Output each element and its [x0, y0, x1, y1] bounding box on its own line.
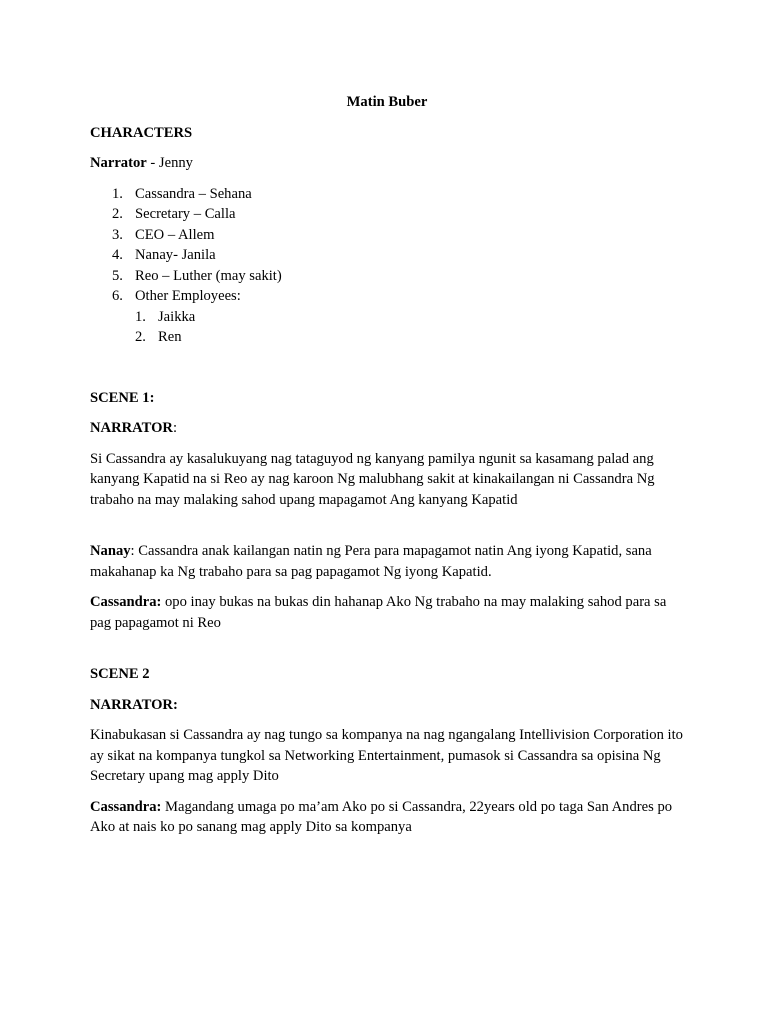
scene-1-narration: Si Cassandra ay kasalukuyang nag tataguyod ng kanyang pamilya ngunit sa kasamang palad ang kanyang Kapatid na si Reo ay nag karoon Ng malubhang sakit at kinakailangan ni Cassandra Ng trabaho na may malaking sahod upang mapagamot Ang kanyang Kapatid: [90, 450, 655, 508]
cast-entry: Other Employees:: [135, 288, 241, 304]
scene-1-nanay-dialogue: [90, 541, 684, 582]
narrator-cast-label: Narrator: [90, 155, 147, 171]
list-number: 6.: [112, 288, 123, 304]
narrator-cast-separator: -: [146, 155, 159, 171]
spacer: [90, 378, 684, 388]
employee-list-item: [135, 327, 684, 348]
list-number: 2.: [135, 329, 146, 345]
cast-list: [90, 184, 684, 348]
scene-1-narrator-label-line: [90, 418, 684, 439]
speaker-label: Cassandra:: [90, 798, 162, 815]
spacer: [90, 643, 684, 664]
list-number: 1.: [135, 308, 146, 325]
cast-list-item: [90, 204, 684, 225]
dialogue-text: : Cassandra anak kailangan natin ng Pera para mapagamot natin Ang iyong Kapatid, sana makahanap ka Ng trabaho para sa pag papagamot Ng iyong Kapatid.: [90, 543, 652, 580]
cast-entry: Cassandra – Sehana: [135, 185, 252, 202]
document-page: [90, 92, 684, 848]
cast-entry: CEO – Allem: [135, 226, 215, 243]
cast-entry: Nanay- Janila: [135, 247, 216, 263]
scene-1-cassandra-dialogue: [90, 592, 684, 633]
scene-2-narrator-label: NARRATOR:: [90, 696, 178, 713]
cast-list-item: [90, 266, 684, 287]
narrator-cast-name: Jenny: [158, 155, 193, 171]
speaker-label: Cassandra:: [90, 594, 162, 610]
employee-list-item: [135, 307, 684, 328]
cast-list-item: [90, 225, 684, 246]
scene-2-cassandra-dialogue: [90, 797, 684, 838]
cast-entry: Secretary – Calla: [135, 206, 236, 222]
cast-list-item: [90, 184, 684, 205]
list-number: 5.: [112, 267, 123, 284]
characters-heading: CHARACTERS: [90, 124, 193, 141]
dialogue-text: Magandang umaga po ma’am Ako po si Cassandra, 22years old po taga San Andres po Ako at nais ko po sanang mag apply Dito sa kompanya: [90, 798, 673, 835]
cast-list-item: [90, 286, 684, 348]
list-number: 3.: [112, 226, 123, 243]
dialogue-text: opo inay bukas na bukas din hahanap Ako Ng trabaho na may malaking sahod para sa pag papagamot ni Reo: [90, 594, 667, 631]
scene-2-narration: Kinabukasan si Cassandra ay nag tungo sa kompanya na nag ngangalang Intellivision Corporation ito ay sikat na kompanya tungkol sa Networking Entertainment, pumasok si Cassandra sa opisina Ng Secretary upang mag apply Dito: [90, 727, 683, 784]
scene-1-narrator-colon: :: [172, 420, 178, 436]
cast-list-item: [90, 245, 684, 266]
scene-1-heading: SCENE 1:: [90, 389, 155, 406]
list-number: 2.: [112, 206, 123, 222]
employee-name: Ren: [158, 329, 182, 345]
employee-name: Jaikka: [158, 308, 196, 325]
scene-1-narrator-label: NARRATOR: [90, 420, 173, 436]
list-number: 4.: [112, 247, 123, 263]
scene-2-heading: SCENE 2: [90, 666, 150, 682]
speaker-label: Nanay: [90, 543, 131, 559]
spacer: [90, 348, 684, 378]
other-employees-list: [135, 307, 684, 348]
cast-entry: Reo – Luther (may sakit): [135, 267, 282, 284]
list-number: 1.: [112, 185, 123, 202]
document-title: Matin Buber: [346, 94, 428, 110]
narrator-cast-line: [90, 153, 684, 174]
spacer: [90, 520, 684, 541]
